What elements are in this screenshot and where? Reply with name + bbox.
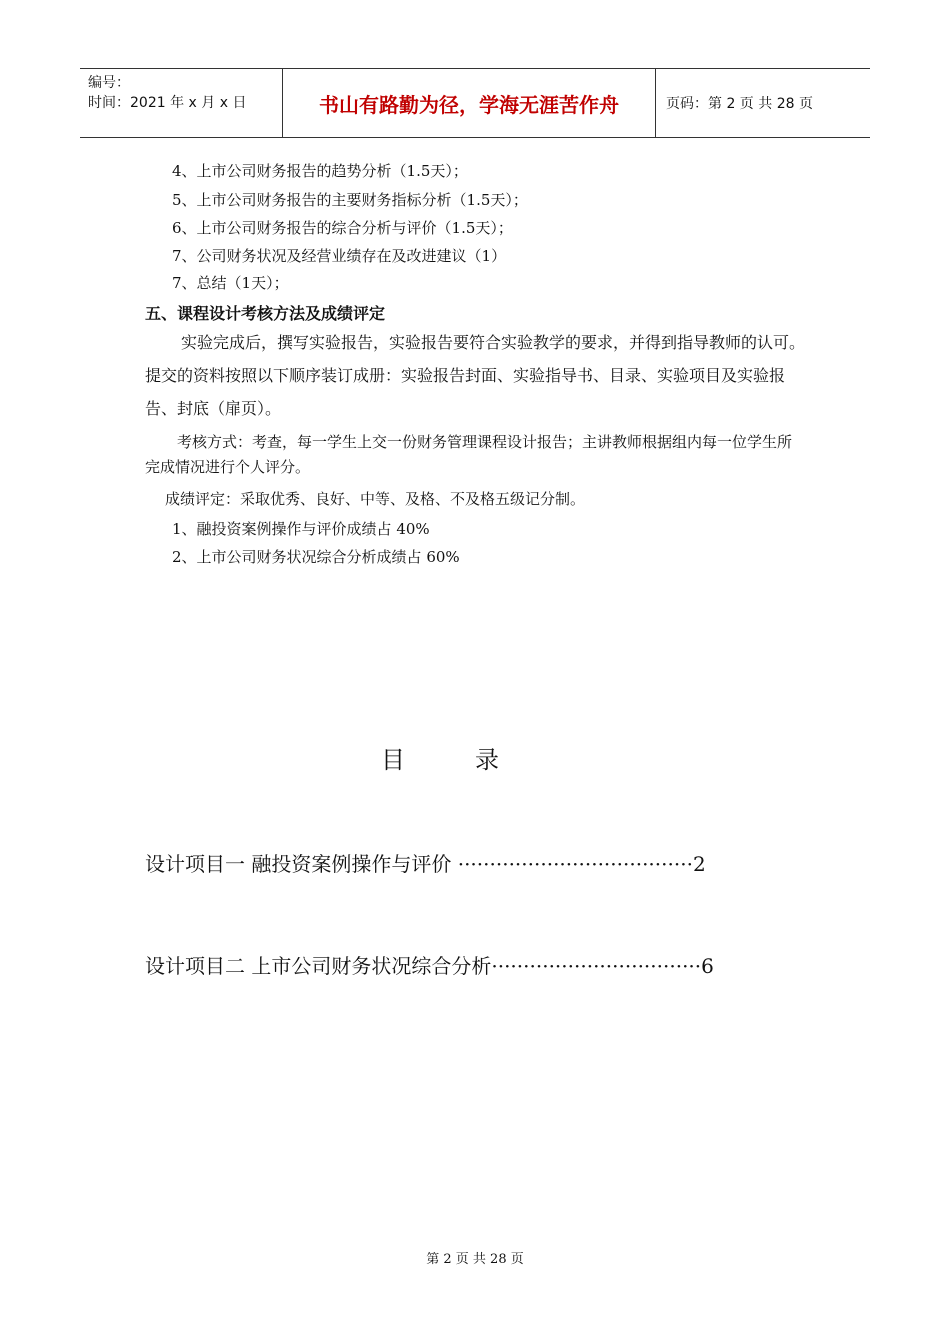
header-page-info: 页码：第 2 页 共 28 页 [666,96,813,112]
grading-text: 成绩评定：采取优秀、良好、中等、及格、不及格五级记分制。 [165,490,586,508]
list-item: 5、上市公司财务报告的主要财务指标分析（1.5天）； [172,191,528,209]
list-item: 7、公司财务状况及经营业绩存在及改进建议（1） [172,247,507,265]
list-item: 6、上市公司财务报告的综合分析与评价（1.5天）； [172,219,513,237]
toc-entry[interactable]: 设计项目一 融投资案例操作与评价 ·····································2 [145,852,706,876]
page-header [80,68,870,138]
date-label: 时间：2021 年 x 月 x 日 [88,95,247,111]
paragraph-assessment: 考核方式：考查，每一学生上交一份财务管理课程设计报告；主讲教师根据组内每一位学生所完成情况进行个人评分。 [145,433,793,476]
list-item: 7、总结（1天）； [172,274,289,292]
header-meta [80,69,282,137]
header-motto: 书山有路勤为径，学海无涯苦作舟 [282,69,656,137]
number-label: 编号： [88,75,130,91]
section-heading: 五、课程设计考核方法及成绩评定 [145,304,386,323]
grading-item: 2、上市公司财务状况综合分析成绩占 60% [172,548,460,566]
page-footer: 第 2 页 共 28 页 [426,1252,524,1267]
toc-title: 目录 [381,746,569,774]
list-item: 4、上市公司财务报告的趋势分析（1.5天）； [172,162,468,180]
paragraph-submission: 实验完成后，撰写实验报告，实验报告要符合实验教学的要求，并得到指导教师的认可。提交的资料按照以下顺序装订成册：实验报告封面、实验指导书、目录、实验项目及实验报告、封底（扉页）。 [145,333,806,418]
grading-item: 1、融投资案例操作与评价成绩占 40% [172,520,430,538]
toc-entry[interactable]: 设计项目二 上市公司财务状况综合分析·································6 [145,954,714,978]
